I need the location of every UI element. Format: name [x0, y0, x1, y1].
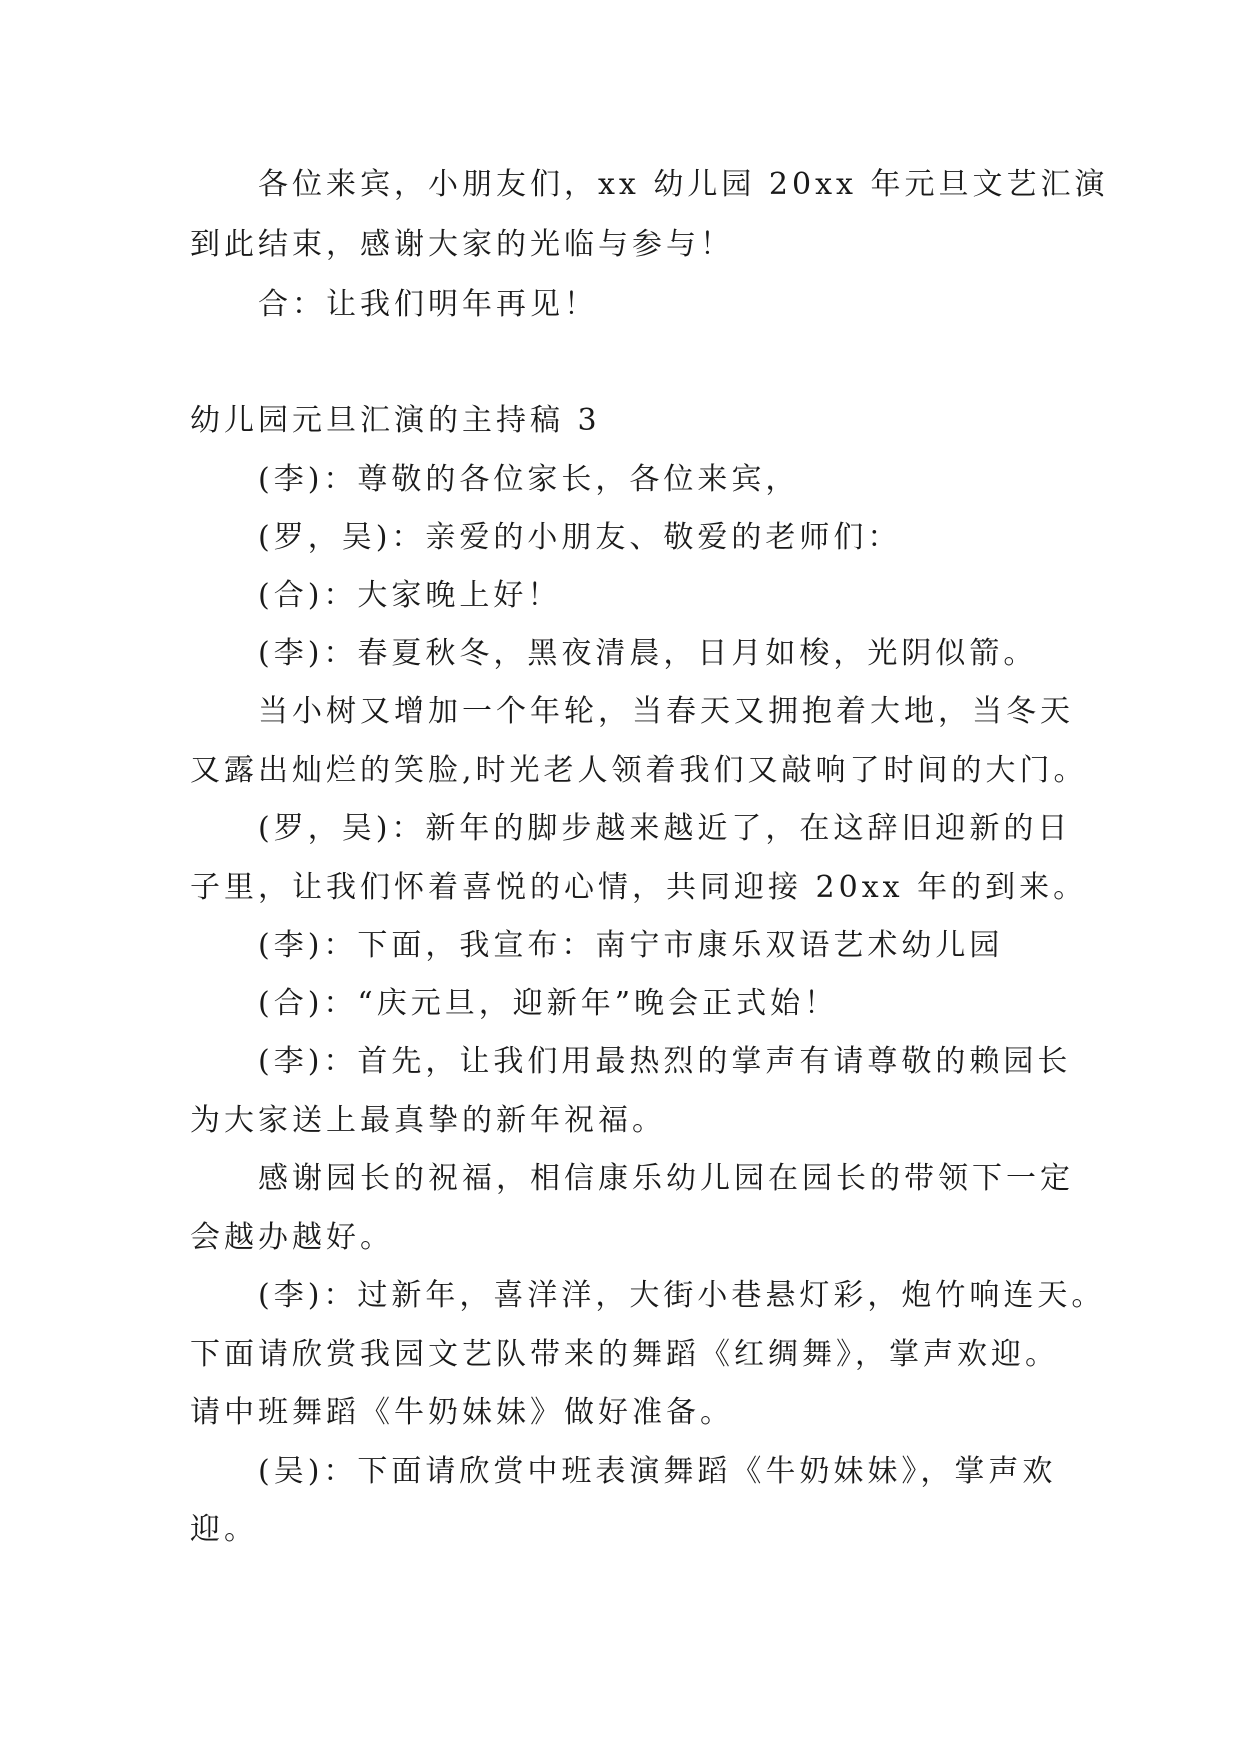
paragraph-line: (合)：大家晚上好！ — [258, 578, 562, 613]
paragraph-line: 请中班舞蹈《牛奶妹妹》做好准备。 — [190, 1395, 734, 1430]
section-heading: 幼儿园元旦汇演的主持稿 3 — [190, 403, 601, 438]
paragraph-line: 又露出灿烂的笑脸,时光老人领着我们又敲响了时间的大门。 — [190, 753, 1088, 788]
paragraph-line: (李)：尊敬的各位家长，各位来宾， — [258, 462, 800, 497]
paragraph-line: 会越办越好。 — [190, 1220, 394, 1255]
paragraph-line: 为大家送上最真挚的新年祝福。 — [190, 1103, 666, 1138]
paragraph-line: (罗，吴)：亲爱的小朋友、敬爱的老师们： — [258, 520, 902, 555]
paragraph-line: 当小树又增加一个年轮，当春天又拥抱着大地，当冬天 — [258, 694, 1074, 729]
paragraph-line: 合：让我们明年再见！ — [258, 287, 598, 322]
paragraph-line: 子里，让我们怀着喜悦的心情，共同迎接 20xx 年的到来。 — [190, 870, 1088, 905]
paragraph-line: 各位来宾，小朋友们，xx 幼儿园 20xx 年元旦文艺汇演 — [258, 167, 1109, 202]
paragraph-line: (合)：“庆元旦，迎新年”晚会正式始！ — [258, 986, 839, 1021]
paragraph-line: (李)：首先，让我们用最热烈的掌声有请尊敬的赖园长 — [258, 1044, 1072, 1079]
paragraph-line: 迎。 — [190, 1512, 258, 1547]
paragraph-line: (李)：春夏秋冬，黑夜清晨，日月如梭，光阴似箭。 — [258, 636, 1038, 671]
paragraph-line: 下面请欣赏我园文艺队带来的舞蹈《红绸舞》，掌声欢迎。 — [190, 1337, 1059, 1372]
paragraph-line: (罗，吴)：新年的脚步越来越近了，在这辞旧迎新的日 — [258, 811, 1072, 846]
paragraph-line: (李)：过新年，喜洋洋，大街小巷悬灯彩，炮竹响连天。 — [258, 1278, 1106, 1313]
paragraph-line: 感谢园长的祝福，相信康乐幼儿园在园长的带领下一定 — [258, 1161, 1074, 1196]
paragraph-line: (李)：下面，我宣布：南宁市康乐双语艺术幼儿园 — [258, 928, 1004, 963]
paragraph-line: 到此结束，感谢大家的光临与参与！ — [190, 227, 734, 262]
paragraph-line: (吴)：下面请欣赏中班表演舞蹈《牛奶妹妹》，掌声欢 — [258, 1454, 1057, 1489]
